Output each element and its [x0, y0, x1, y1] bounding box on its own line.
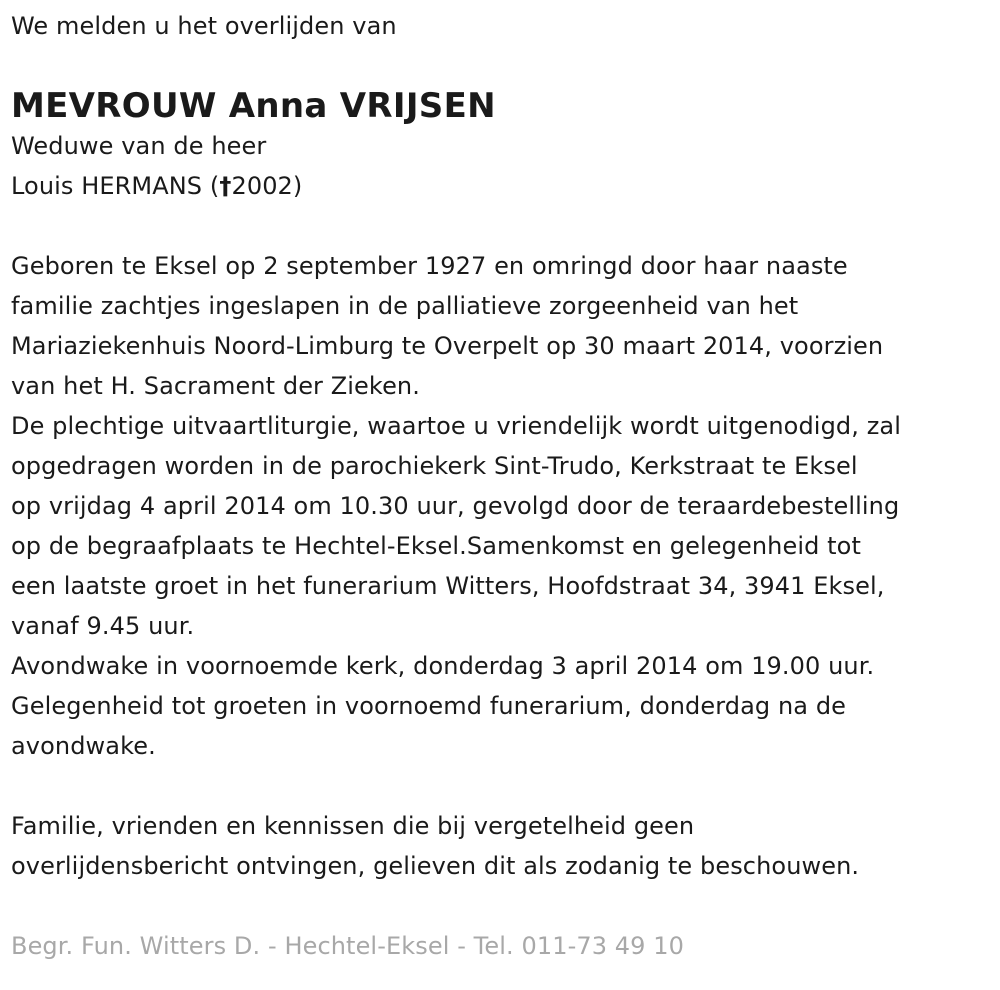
- body-line: Avondwake in voornoemde kerk, donderdag 3 april 2014 om 19.00 uur.: [11, 652, 875, 680]
- spouse-death-year: 2002): [231, 172, 303, 200]
- death-notice: [11, 6, 996, 966]
- body-line: van het H. Sacrament der Zieken.: [11, 372, 420, 400]
- closing-line: overlijdensbericht ontvingen, gelieven dit als zodanig te beschouwen.: [11, 852, 860, 880]
- closing-text: [11, 806, 996, 886]
- spacer: [11, 206, 996, 246]
- spouse-name: Louis HERMANS (: [11, 172, 220, 200]
- body-line: op vrijdag 4 april 2014 om 10.30 uur, gevolgd door de teraardebestelling: [11, 492, 900, 520]
- deceased-name: MEVROUW Anna VRIJSEN: [11, 86, 496, 126]
- body-line: Mariaziekenhuis Noord-Limburg te Overpelt op 30 maart 2014, voorzien: [11, 332, 884, 360]
- closing-line: Familie, vrienden en kennissen die bij vergetelheid geen: [11, 812, 695, 840]
- body-line: een laatste groet in het funerarium Witters, Hoofdstraat 34, 3941 Eksel,: [11, 572, 885, 600]
- body-line: vanaf 9.45 uur.: [11, 612, 195, 640]
- spacer: [11, 886, 996, 926]
- funeral-home-footer: Begr. Fun. Witters D. - Hechtel-Eksel - Tel. 011-73 49 10: [11, 932, 685, 960]
- spouse-line-2: [11, 166, 996, 206]
- body-line: op de begraafplaats te Hechtel-Eksel.Samenkomst en gelegenheid tot: [11, 532, 861, 560]
- spacer: [11, 766, 996, 806]
- body-line: avondwake.: [11, 732, 156, 760]
- cross-icon: †: [219, 172, 232, 200]
- body-line: Geboren te Eksel op 2 september 1927 en omringd door haar naaste: [11, 252, 848, 280]
- notice-body: [11, 246, 996, 766]
- body-line: Gelegenheid tot groeten in voornoemd funerarium, donderdag na de: [11, 692, 847, 720]
- spouse-line-1: Weduwe van de heer: [11, 132, 267, 160]
- intro-text: We melden u het overlijden van: [11, 12, 397, 40]
- body-line: De plechtige uitvaartliturgie, waartoe u vriendelijk wordt uitgenodigd, zal: [11, 412, 901, 440]
- body-line: opgedragen worden in de parochiekerk Sint-Trudo, Kerkstraat te Eksel: [11, 452, 858, 480]
- body-line: familie zachtjes ingeslapen in de palliatieve zorgeenheid van het: [11, 292, 799, 320]
